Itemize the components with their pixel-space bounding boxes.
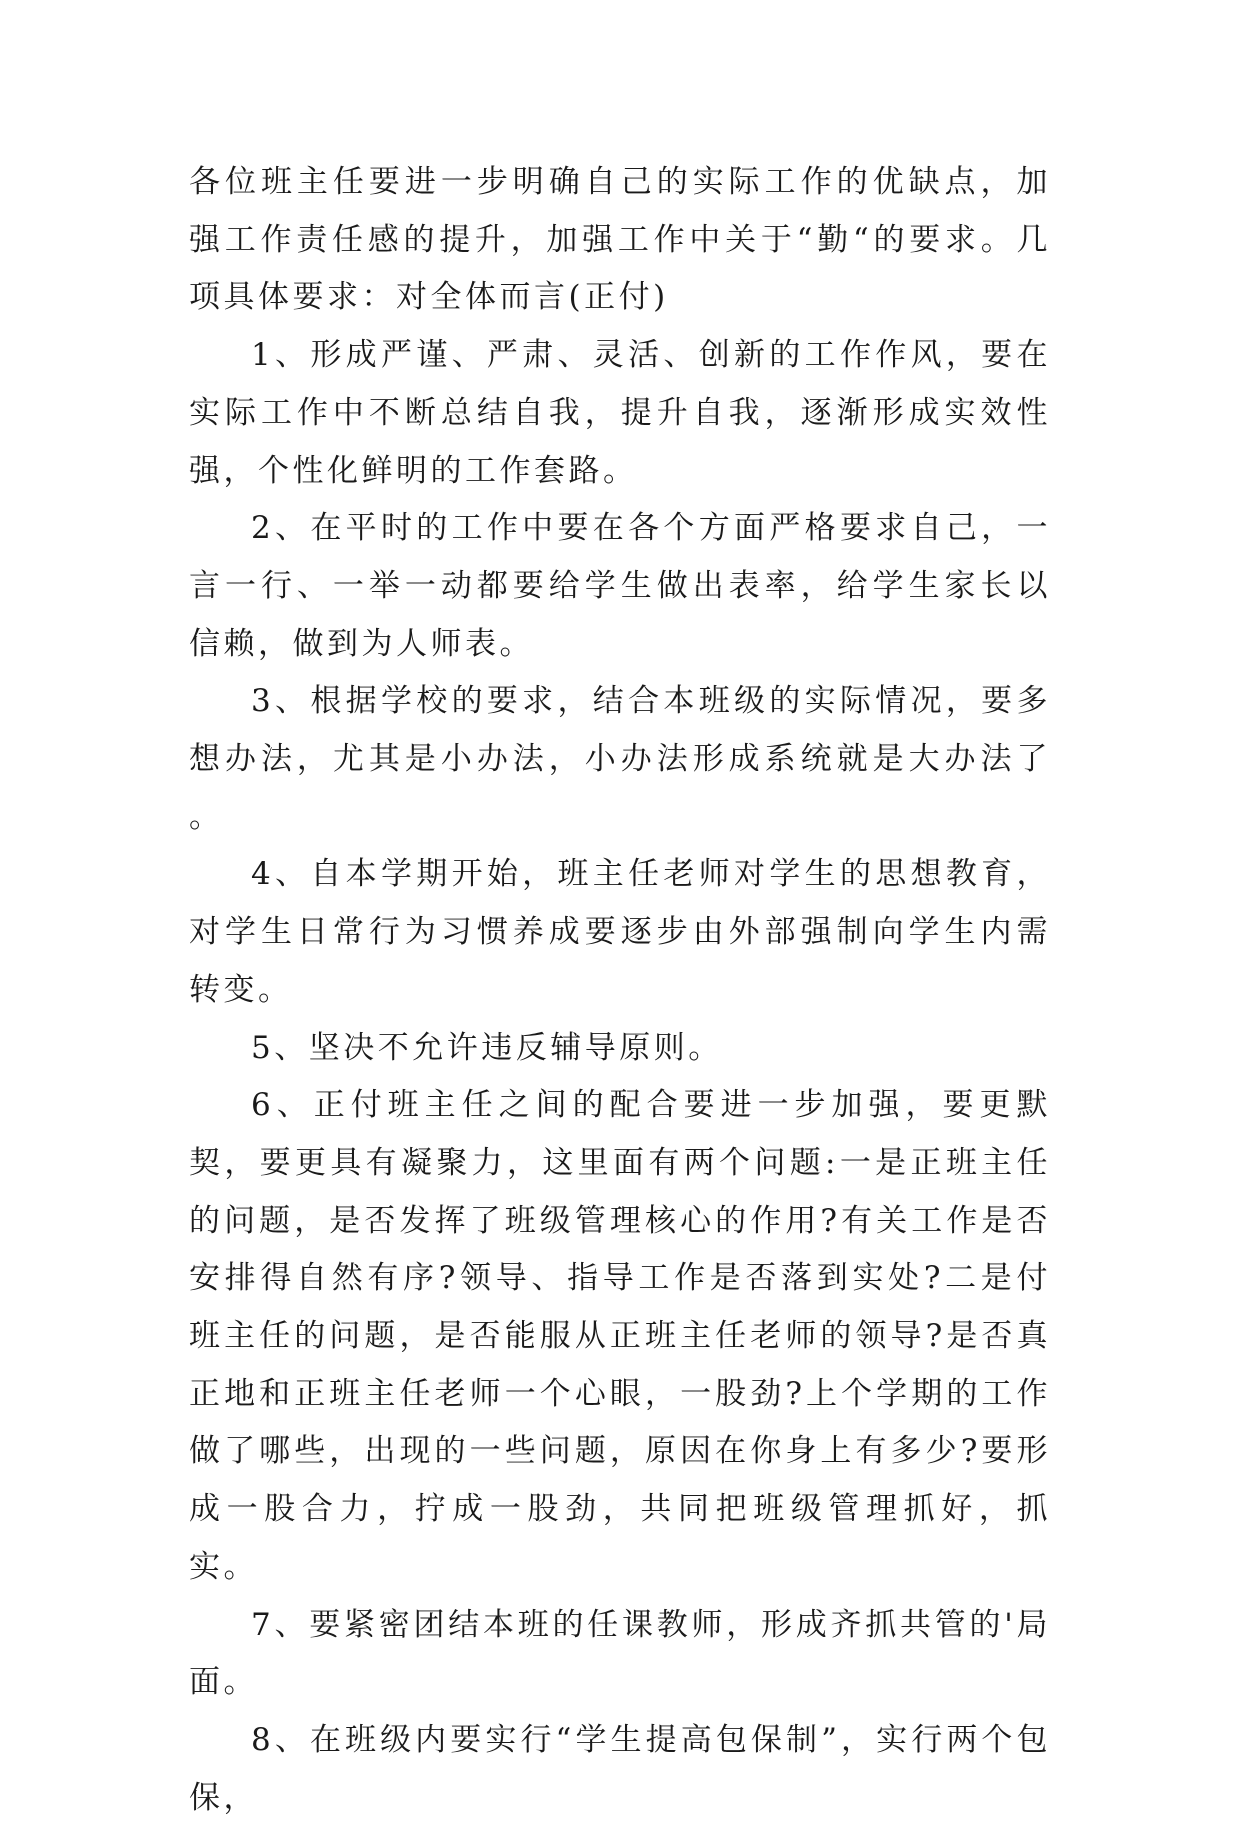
paragraph-item-4: 4、自本学期开始，班主任老师对学生的思想教育，对学生日常行为习惯养成要逐步由外部强制向学生内需转变。 (189, 856, 1051, 1008)
document-body (189, 154, 1051, 1827)
paragraph-item-7: 7、要紧密团结本班的任课教师，形成齐抓共管的'局面。 (189, 1606, 1051, 1701)
paragraph-item-8: 8、在班级内要实行“学生提高包保制”，实行两个包保， (189, 1721, 1051, 1816)
paragraph-item-3: 3、根据学校的要求，结合本班级的实际情况，要多想办法，尤其是小办法，小办法形成系统就是大办法了 。 (189, 683, 1051, 835)
paragraph-item-1: 1、形成严谨、严肃、灵活、创新的工作作风，要在实际工作中不断总结自我，提升自我，逐渐形成实效性强，个性化鲜明的工作套路。 (189, 337, 1051, 489)
paragraph-item-5: 5、坚决不允许违反辅导原则。 (251, 1029, 723, 1066)
paragraph-item-2: 2、在平时的工作中要在各个方面严格要求自己，一言一行、一举一动都要给学生做出表率，给学生家长以信赖，做到为人师表。 (189, 510, 1051, 662)
paragraph-intro: 各位班主任要进一步明确自己的实际工作的优缺点，加强工作责任感的提升，加强工作中关于“勤“的要求。几项具体要求：对全体而言(正付) (189, 164, 1051, 316)
paragraph-item-6: 6、正付班主任之间的配合要进一步加强，要更默契，要更具有凝聚力，这里面有两个问题:一是正班主任的问题，是否发挥了班级管理核心的作用?有关工作是否安排得自然有序?领导、指导工作是否落到实处?二是付班主任的问题，是否能服从正班主任老师的领导?是否真正地和正班主任老师一个心眼，一股劲?上个学期的工作做了哪些，出现的一些问题，原因在你身上有多少?要形成一股合力，拧成一股劲，共同把班级管理抓好，抓实。 (189, 1087, 1051, 1585)
